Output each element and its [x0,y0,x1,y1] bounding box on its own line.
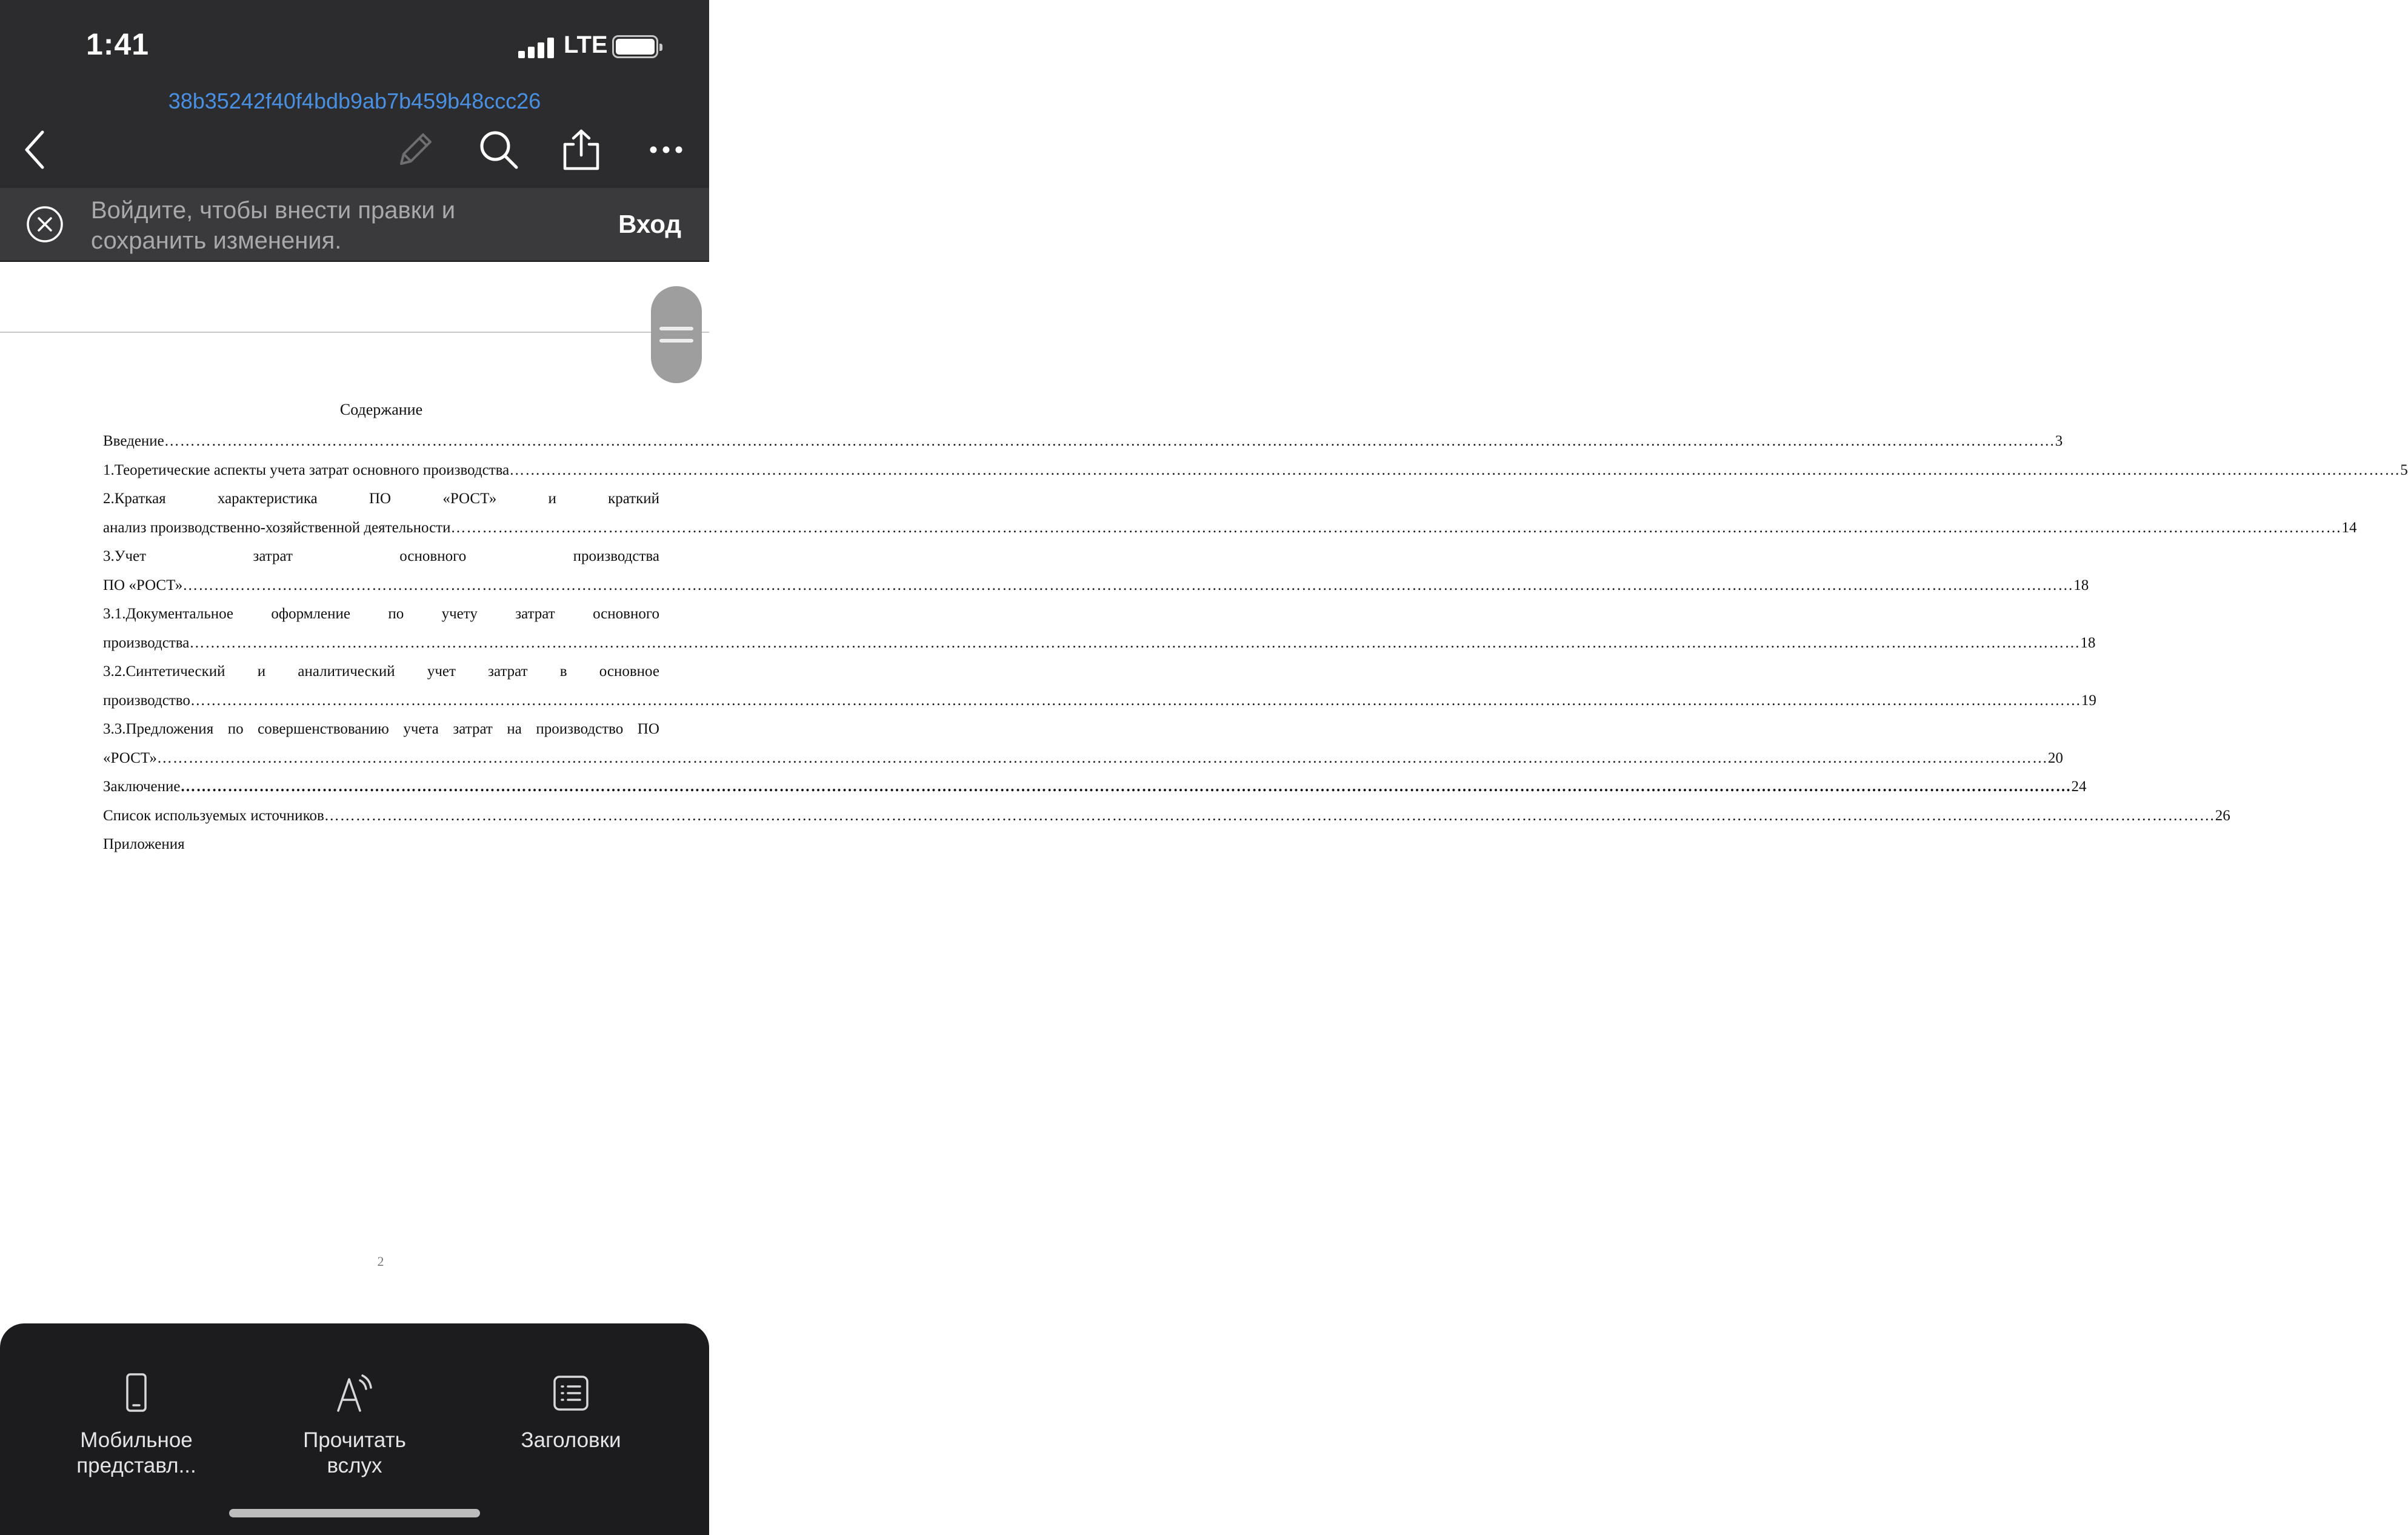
toc-word: 3.3.Предложения [103,721,214,737]
toc-word: основное [599,663,659,680]
headings-label: Заголовки [521,1428,621,1452]
toc-word: и [257,663,266,680]
toc-page-number: 14 [2341,519,2357,536]
toc-entry-title: ПО «РОСТ» [103,577,183,594]
document-title[interactable]: 38b35242f40f4bdb9ab7b459b48ccc26 [168,89,541,113]
toc-entry [103,772,2087,801]
toc-word: затрат [515,606,555,622]
toc-entry [103,571,2089,600]
toc-page-number: 18 [2073,577,2089,594]
more-icon[interactable] [644,127,689,172]
toc-word: основного [399,548,467,564]
toc-leader-dots: ……………………………………………………………………………………………………………………………………………………………………………………………………………………………………………………………………………………………………………………………… [189,634,2081,651]
read-aloud-icon [333,1372,376,1414]
toc-word: характеристика [217,490,318,507]
toc-word: 2.Краткая [103,490,166,507]
toc-entry-title: производство [103,692,190,709]
toc-entry-title: Заключение [103,778,181,795]
toc-word: ПО [369,490,392,507]
headings-button[interactable] [462,1372,680,1453]
mobile-view-icon [115,1372,158,1414]
mobile-view-label-2: представл... [76,1454,196,1477]
toc-word: затрат [453,721,493,737]
toc-entry [103,513,2357,543]
toc-page-number: 20 [2047,749,2063,766]
toc-word: учету [441,606,478,622]
toc-leader-dots: ……………………………………………………………………………………………………………………………………………………………………………………………………………………………………………………………………………………………………………………………… [324,807,2215,824]
banner-message-line2: сохранить изменения. [91,227,342,254]
toc-entry-title: Введение [103,433,164,449]
toc-word: аналитический [298,663,395,680]
toc-word: совершенствованию [258,721,389,737]
toc-entry-title: анализ производственно-хозяйственной деятельности [103,519,451,536]
toc-word: учета [403,721,439,737]
toc-word: затрат [253,548,293,564]
table-of-contents [103,427,2408,859]
toc-entry-title: Приложения [103,836,185,852]
scroll-handle[interactable] [651,286,702,383]
signal-strength-icon [518,38,555,58]
toc-word: по [227,721,244,737]
read-aloud-label-2: вслух [327,1454,382,1477]
share-icon[interactable] [559,127,604,172]
mobile-view-label-1: Мобильное [80,1428,193,1452]
toc-word: по [388,606,404,622]
toc-entry-title: Список используемых источников [103,807,324,824]
home-indicator[interactable] [229,1509,480,1517]
toc-entry [103,744,2063,773]
toc-page-number: 24 [2071,778,2087,795]
page-separator [0,332,709,333]
toc-word: производство [536,721,624,737]
toc-entry [103,629,2096,658]
toc-entry [103,830,659,859]
toc-leader-dots: ……………………………………………………………………………………………………………………………………………………………………………………………………………………………………………………………………………………………………………………………… [190,692,2081,709]
toc-entry-title: «РОСТ» [103,749,157,766]
toc-leader-dots: ……………………………………………………………………………………………………………………………………………………………………………………………………………………………………………………………………………………………………………………………… [164,433,2055,449]
toc-page-number: 18 [2080,634,2096,651]
toc-page-number: 5 [2400,461,2408,478]
read-aloud-button[interactable] [245,1372,464,1479]
toc-heading: Содержание [339,401,423,418]
toc-word: оформление [271,606,350,622]
read-aloud-label-1: Прочитать [303,1428,406,1452]
back-chevron-icon[interactable] [13,127,58,172]
toc-word: основного [593,606,659,622]
toc-word: в [559,663,567,680]
toc-page-number: 3 [2055,433,2063,449]
toc-word: учет [427,663,456,680]
bottom-toolbar [0,1323,709,1535]
toc-entry [103,686,2096,715]
toc-entry [103,801,2230,831]
toc-leader-dots: ……………………………………………………………………………………………………………………………………………………………………………………………………………………………………………………………………………………………………………………………… [156,749,2048,766]
toc-line [103,715,659,744]
toc-page-number: 19 [2081,692,2096,709]
toc-word: 3.2.Синтетический [103,663,225,680]
toc-word: 3.1.Документальное [103,606,234,622]
toc-line [103,484,659,513]
toc-leader-dots: ……………………………………………………………………………………………………………………………………………………………………………………………………………………………………………………………………………………………………………………………… [182,577,2074,594]
battery-icon [612,35,658,58]
toc-line [103,542,659,571]
toc-word: «РОСТ» [442,490,497,507]
sign-in-banner [0,188,709,262]
toc-entry-title: производства [103,634,190,651]
toc-word: и [548,490,556,507]
toc-word: краткий [608,490,659,507]
top-bar [0,0,709,188]
page-number: 2 [377,1254,384,1269]
mobile-view-button[interactable] [27,1372,245,1479]
toc-word: на [507,721,522,737]
toc-word: ПО [637,721,659,737]
banner-message [91,195,527,256]
toc-leader-dots: ……………………………………………………………………………………………………………………………………………………………………………………………………………………………………………………………………………………………………………………………… [450,519,2342,536]
search-icon[interactable] [476,127,521,172]
toc-word: производства [573,548,659,564]
close-icon[interactable] [25,205,64,244]
toc-word: 3.Учет [103,548,147,564]
toc-leader-dots: ……………………………………………………………………………………………………………………………………………………………………………………………………………………………………………………………………………………………………………………………… [180,778,2072,795]
pencil-icon[interactable] [393,127,438,172]
toc-entry-title: 1.Теоретические аспекты учета затрат основного производства [103,461,510,478]
headings-icon [550,1372,592,1414]
toc-line [103,657,659,686]
document-content [103,397,2408,859]
toc-entry [103,427,2063,456]
status-time: 1:41 [86,27,150,61]
toc-page-number: 26 [2215,807,2230,824]
banner-message-line1: Войдите, чтобы внести правки и [91,197,456,224]
toc-entry [103,456,2408,485]
toc-leader-dots: ……………………………………………………………………………………………………………………………………………………………………………………………………………………………………………………………………………………………………………………………… [509,461,2401,478]
toc-line [103,600,659,629]
network-type: LTE [564,32,608,58]
login-button[interactable]: Вход [618,210,681,238]
toc-word: затрат [488,663,528,680]
